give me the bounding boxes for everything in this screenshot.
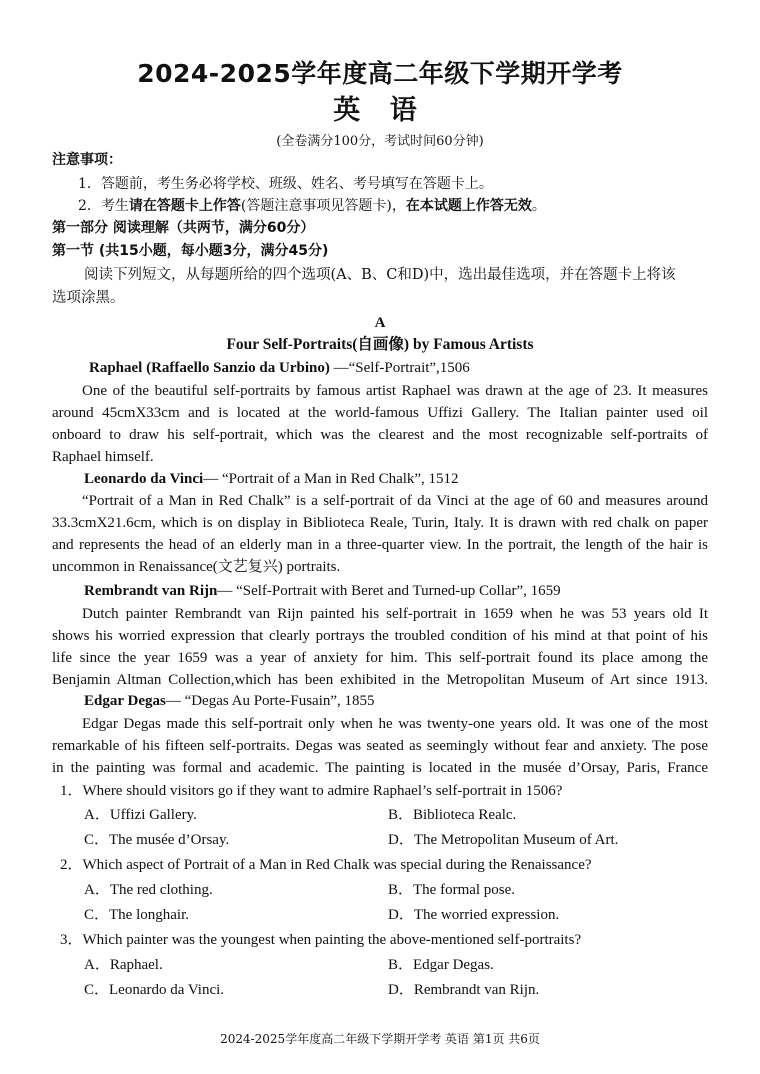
- page-footer: 2024-2025学年度高二年级下学期开学考 英语 第1页 共6页: [220, 1032, 540, 1046]
- rembrandt-line: Benjamin Altman Collection,which has been exhibited in the Metropolitan Museum of Art since 1913.: [52, 672, 708, 688]
- question-1-option-c: C．The musée d’Orsay.: [84, 832, 230, 848]
- rembrandt-heading: [84, 580, 710, 602]
- raphael-name: Raphael (Raffaello Sanzio da Urbino): [89, 360, 330, 376]
- notice-item-2-text-a: 2．考生: [78, 198, 129, 214]
- question-3-option-d: D．Rembrandt van Rijn.: [388, 982, 540, 998]
- passage-title: Four Self-Portraits(自画像) by Famous Artists: [226, 336, 534, 353]
- part1-heading: 第一部分 阅读理解（共两节，满分60分）: [52, 220, 315, 236]
- leonardo-work: — “Portrait of a Man in Red Chalk”, 1512: [203, 471, 459, 487]
- rembrandt-name: Rembrandt van Rijn: [84, 583, 218, 599]
- degas-work: — “Degas Au Porte-Fusain”, 1855: [165, 693, 375, 709]
- question-3-option-a: A．Raphael.: [84, 957, 163, 973]
- degas-line: remarkable of his fifteen self-portraits. Degas was seated as seemingly without fear and anxiety. The pose: [52, 738, 708, 754]
- section1-heading: 第一节 (共15小题，每小题3分，满分45分): [52, 243, 329, 259]
- question-3-option-b: B．Edgar Degas.: [388, 957, 494, 973]
- notice-item-2: [78, 195, 710, 217]
- subject-title: 英 语: [333, 95, 427, 126]
- question-1-option-b: B．Biblioteca Realc.: [388, 807, 517, 823]
- question-2-option-c: C．The longhair.: [84, 907, 189, 923]
- raphael-line: around 45cmX33cm and is located at the world-famous Uffizi Gallery. The Italian painter used oil: [52, 405, 708, 421]
- question-2-stem: 2．Which aspect of Portrait of a Man in Red Chalk was special during the Renaissance?: [60, 857, 592, 873]
- leonardo-heading: [84, 468, 710, 490]
- degas-line: in the painting was formal and academic. The painting is located in the musée d’Orsay, Paris, France: [52, 760, 708, 776]
- notice-heading: 注意事项：: [52, 152, 122, 168]
- raphael-line: One of the beautiful self-portraits by famous artist Raphael was drawn at the age of 23. It measures: [82, 383, 708, 399]
- leonardo-name: Leonardo da Vinci: [84, 471, 204, 487]
- instruction-line-2: 选项涂黑。: [52, 290, 125, 306]
- question-1-option-a: A．Uffizi Gallery.: [84, 807, 197, 823]
- notice-item-2-text-b: (答题注意事项见答题卡)，: [240, 198, 406, 214]
- notice-item-2-bold-a: 请在答题卡上作答: [128, 198, 241, 214]
- raphael-heading: [89, 357, 710, 379]
- rembrandt-line: shows his worried expression that clearly portrays the troubled condition of his mind at that point of his: [52, 628, 708, 644]
- degas-line: Edgar Degas made this self-portrait only when he was twenty-one years old. It was one of the most: [82, 716, 708, 732]
- leonardo-line: uncommon in Renaissance(文艺复兴) portraits.: [52, 559, 341, 575]
- degas-name: Edgar Degas: [84, 693, 166, 709]
- raphael-line: Raphael himself.: [52, 449, 154, 465]
- exam-meta: (全卷满分100分，考试时间60分钟): [276, 134, 484, 149]
- leonardo-line: and represents the head of an elderly man in a three-quarter view. In the portrait, the length of the hair is: [52, 537, 708, 553]
- notice-item-2-text-c: 。: [531, 198, 546, 214]
- instruction-line-1: 阅读下列短文，从每题所给的四个选项(A、B、C和D)中，选出最佳选项，并在答题卡上将该: [84, 267, 676, 283]
- rembrandt-line: Dutch painter Rembrandt van Rijn painted his self-portrait in 1659 when he was 53 years old It: [82, 606, 708, 622]
- leonardo-line: 33.3cmX21.6cm, which is on display in Biblioteca Reale, Turin, Italy. It is drawn with red chalk on paper: [52, 515, 708, 531]
- raphael-line: onboard to draw his self-portrait, which was the clearest and the most recognizable self-portraits of: [52, 427, 708, 443]
- passage-letter: A: [374, 315, 386, 331]
- rembrandt-line: life since the year 1659 was a year of anxiety for him. This self-portrait found its place among the: [52, 650, 708, 666]
- question-2-option-b: B．The formal pose.: [388, 882, 516, 898]
- question-1-option-d: D．The Metropolitan Museum of Art.: [388, 832, 619, 848]
- question-3-option-c: C．Leonardo da Vinci.: [84, 982, 225, 998]
- notice-item-2-bold-b: 在本试题上作答无效: [405, 198, 532, 214]
- question-1-stem: 1．Where should visitors go if they want to admire Raphael’s self-portrait in 1506?: [60, 783, 563, 799]
- rembrandt-work: — “Self-Portrait with Beret and Turned-up Collar”, 1659: [217, 583, 561, 599]
- raphael-work: —“Self-Portrait”,1506: [329, 360, 470, 376]
- question-3-stem: 3．Which painter was the youngest when painting the above-mentioned self-portraits?: [60, 932, 582, 948]
- exam-title: 2024-2025学年度高二年级下学期开学考: [137, 59, 623, 88]
- degas-heading: [84, 690, 710, 712]
- notice-item-1: 1．答题前，考生务必将学校、班级、姓名、考号填写在答题卡上。: [78, 176, 493, 192]
- leonardo-line: “Portrait of a Man in Red Chalk” is a self-portrait of da Vinci at the age of 60 and measures around: [82, 493, 708, 509]
- question-2-option-d: D．The worried expression.: [388, 907, 560, 923]
- question-2-option-a: A．The red clothing.: [84, 882, 213, 898]
